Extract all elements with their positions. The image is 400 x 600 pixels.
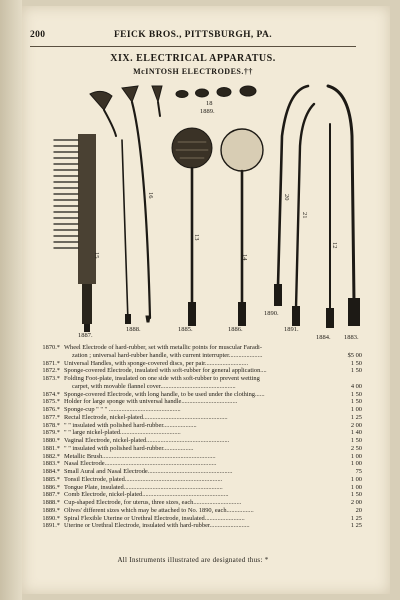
item-number: 1884.* bbox=[42, 468, 60, 475]
item-description: Olives' different sizes which may be attached to No. 1890, each................. bbox=[64, 506, 254, 514]
page-header bbox=[30, 30, 356, 44]
item-description: Rectal Electrode, nickel-plated..................................................... bbox=[64, 413, 228, 421]
item-price: 1 50 bbox=[350, 390, 362, 398]
item-price: 1 00 bbox=[350, 406, 362, 413]
list-item bbox=[34, 383, 362, 391]
item-price: 1 00 bbox=[350, 475, 362, 483]
item-price: 1 50 bbox=[350, 359, 362, 367]
item-number: 1878.* bbox=[42, 421, 60, 429]
fig-label-13: 13 bbox=[193, 234, 200, 241]
item-description: Wheel Electrode of hard-rubber, set with metallic points for muscular Faradi- bbox=[64, 344, 262, 351]
list-item bbox=[34, 515, 362, 523]
item-description: zation ; universal hard-rubber handle, with current interrupter..................... bbox=[72, 351, 263, 359]
item-number: 1883.* bbox=[42, 460, 60, 468]
fig-label-20: 20 bbox=[283, 194, 290, 201]
item-description: Comb Electrode, nickel-plated...................................................... bbox=[64, 491, 229, 499]
fig-label-1886: 1886. bbox=[228, 326, 243, 333]
item-description: Sponge-covered Electrode, insulated with soft-rubber for general application.... bbox=[64, 367, 267, 375]
fig-label-1890: 1890. bbox=[264, 310, 279, 317]
list-item bbox=[34, 468, 362, 476]
fig-label-1889: 1889. bbox=[200, 108, 215, 115]
item-price: 1 00 bbox=[350, 452, 362, 460]
list-item bbox=[34, 491, 362, 499]
list-item bbox=[34, 367, 362, 375]
page-number: 200 bbox=[30, 30, 46, 40]
item-number: 1880.* bbox=[42, 437, 60, 444]
item-description: Uterine or Urethral Electrode, insulated with hard-rubber......................... bbox=[64, 522, 250, 530]
list-item bbox=[34, 406, 362, 414]
item-price: 1 00 bbox=[350, 460, 362, 468]
list-item bbox=[34, 460, 362, 468]
item-list bbox=[34, 344, 362, 530]
list-item bbox=[34, 414, 362, 422]
item-price: 1 25 bbox=[350, 522, 362, 530]
item-description: Spiral Flexible Uterine or Urethral Electrode, insulated......................... bbox=[64, 514, 245, 522]
item-description: " " insulated with polished hard-rubber................... bbox=[64, 444, 194, 452]
item-number: 1870.* bbox=[42, 344, 60, 351]
item-number: 1885.* bbox=[42, 475, 60, 483]
item-price: 1 25 bbox=[350, 413, 362, 421]
item-description: Metallic Brush....................................................................... bbox=[64, 452, 216, 460]
list-item bbox=[34, 375, 362, 383]
list-item bbox=[34, 429, 362, 437]
item-description: Small Aural and Nasal Electrode..................................................... bbox=[64, 468, 233, 475]
item-price: 1 40 bbox=[350, 429, 362, 437]
item-price: 75 bbox=[355, 468, 362, 475]
list-item bbox=[34, 422, 362, 430]
item-description: Sponge-cup " " " ............................................. bbox=[64, 406, 181, 413]
fig-label-21: 21 bbox=[301, 212, 308, 219]
list-item bbox=[34, 437, 362, 445]
fig-label-16: 16 bbox=[147, 192, 154, 199]
item-description: Folding Foot-plate, insulated on one side with soft-rubber to prevent wetting bbox=[64, 375, 260, 382]
item-number: 1886.* bbox=[42, 483, 60, 491]
item-description: Vaginal Electrode, nickel-plated.................................................... bbox=[64, 437, 230, 444]
item-number: 1875.* bbox=[42, 398, 60, 406]
electrodes-engraving bbox=[30, 76, 370, 342]
header-rule bbox=[30, 46, 356, 47]
item-number: 1881.* bbox=[42, 444, 60, 452]
item-number: 1874.* bbox=[42, 390, 60, 398]
item-price: 1 25 bbox=[350, 514, 362, 522]
section-title: XIX. ELECTRICAL APPARATUS. bbox=[110, 53, 276, 64]
fig-label-14: 14 bbox=[241, 254, 248, 261]
list-item bbox=[34, 476, 362, 484]
footer-note: All Instruments illustrated are designated thus: * bbox=[117, 556, 269, 564]
item-description: " " large nickel-plated...................................... bbox=[64, 429, 181, 437]
running-title: FEICK BROS., PITTSBURGH, PA. bbox=[113, 30, 273, 40]
item-number: 1890.* bbox=[42, 514, 60, 522]
list-item bbox=[34, 522, 362, 530]
fig-label-1883: 1883. bbox=[344, 334, 359, 341]
item-price: 2 00 bbox=[350, 421, 362, 429]
item-number: 1877.* bbox=[42, 413, 60, 421]
item-description: Tonsil Electrode, plated............................................................. bbox=[64, 475, 223, 483]
item-number: 1876.* bbox=[42, 406, 60, 413]
page-edge-shadow bbox=[0, 0, 22, 600]
item-description: " " insulated with polished hard-rubber..................... bbox=[64, 421, 197, 429]
item-number: 1882.* bbox=[42, 452, 60, 460]
item-number: 1871.* bbox=[42, 359, 60, 367]
item-price: 2 00 bbox=[350, 499, 362, 506]
item-price: 1 50 bbox=[350, 437, 362, 444]
item-number: 1887.* bbox=[42, 491, 60, 499]
item-description: Tongue Plate, insulated.............................................................. bbox=[64, 483, 223, 491]
item-description: Nasal Electrode...................................................................... bbox=[64, 460, 217, 468]
list-item bbox=[34, 507, 362, 515]
item-number: 1879.* bbox=[42, 429, 60, 437]
list-item bbox=[34, 453, 362, 461]
list-item bbox=[34, 445, 362, 453]
list-item bbox=[34, 484, 362, 492]
item-number: 1891.* bbox=[42, 522, 60, 530]
fig-label-1885: 1885. bbox=[178, 326, 193, 333]
fig-label-1884: 1884. bbox=[316, 334, 331, 341]
section-subtitle: McINTOSH ELECTRODES.†† bbox=[133, 67, 253, 76]
list-item bbox=[34, 360, 362, 368]
item-number: 1888.* bbox=[42, 499, 60, 506]
item-number: 1873.* bbox=[42, 375, 60, 382]
item-price: 1 50 bbox=[350, 367, 362, 375]
fig-label-15: 15 bbox=[93, 252, 100, 259]
list-item bbox=[34, 391, 362, 399]
item-description: Holder for large sponge with universal handle................................... bbox=[64, 398, 238, 406]
item-number: 1872.* bbox=[42, 367, 60, 375]
item-price: 4 00 bbox=[350, 382, 362, 390]
fig-label-1888: 1888. bbox=[126, 326, 141, 333]
list-item bbox=[34, 499, 362, 507]
electrodes-illustration bbox=[30, 76, 370, 342]
item-price: 1 00 bbox=[350, 483, 362, 491]
item-description: Cup-shaped Electrode, for uterus, three sizes, each.............................. bbox=[64, 499, 242, 506]
item-description: carpet, with movable flannel cover............................................... bbox=[72, 382, 236, 390]
item-price: 1 50 bbox=[350, 398, 362, 406]
item-description: Universal Handles, with sponge-covered discs, per pair........................... bbox=[64, 359, 249, 367]
list-item bbox=[34, 344, 362, 352]
fig-label-1887: 1887. bbox=[78, 332, 93, 339]
list-item bbox=[34, 352, 362, 360]
item-description: Sponge-covered Electrode, with long handle, to be used under the clothing...... bbox=[64, 390, 265, 398]
item-number: 1889.* bbox=[42, 506, 60, 514]
item-price: 20 bbox=[355, 506, 362, 514]
item-price: 2 50 bbox=[350, 444, 362, 452]
item-price: $5 00 bbox=[347, 351, 362, 359]
fig-label-12: 12 bbox=[331, 242, 338, 249]
fig-label-1891: 1891. bbox=[284, 326, 299, 333]
list-item bbox=[34, 398, 362, 406]
item-price: 1 50 bbox=[350, 491, 362, 499]
fig-label-18: 18 bbox=[206, 100, 213, 107]
